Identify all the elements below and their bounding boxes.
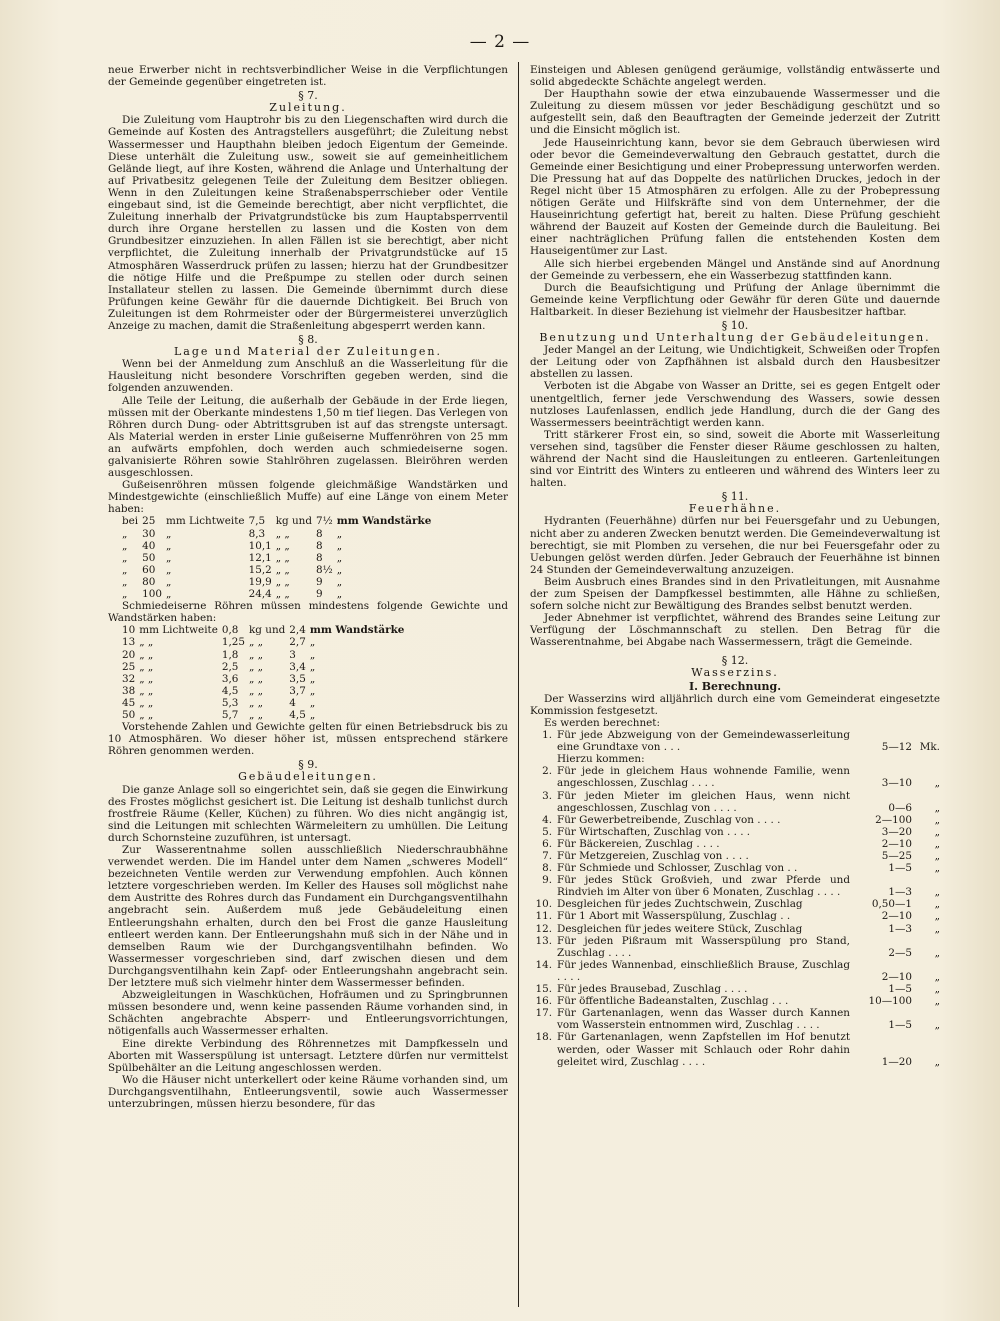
fee-row <box>530 898 940 910</box>
fee-number: 9. <box>542 874 552 887</box>
fee-description: Für jedes Wannenbad, einschließlich Brause, Zuschlag . . . . <box>557 958 850 983</box>
table-cell: 2,4 <box>289 624 306 637</box>
fee-number: 10. <box>535 898 552 911</box>
section-9-paragraph: Die ganze Anlage soll so eingerichtet sein, daß sie gegen die Einwirkung des Frostes möglichst gesichert ist. Die Leitung ist deshalb tunlichst durch frostfreie Räume (Keller, Küchen) zu führen. Wo dies nicht angängig ist, sind die Leitungen mit schlechten Wärmeleitern zu umhüllen. Die Leitung durch Schornsteine zuzuführen, ist untersagt. <box>108 783 508 844</box>
fee-description: Für Gartenanlagen, wenn das Wasser durch Kannen vom Wasserstein entnommen wird, Zuschlag . . . . <box>557 1007 850 1032</box>
table-cell: kg und <box>249 624 286 637</box>
fee-description: Für jede Abzweigung von der Gemeindewasserleitung eine Grundtaxe von . . . <box>557 729 850 754</box>
table-cell: „ „ <box>249 636 264 649</box>
fee-number: 11. <box>535 910 552 923</box>
table-cell: „ <box>309 696 316 709</box>
fee-number: 3. <box>542 789 552 802</box>
table-row <box>122 649 408 661</box>
table-row <box>122 564 435 576</box>
table-cell: „ <box>122 551 128 564</box>
table-cell: „ „ <box>249 648 264 661</box>
fee-row <box>530 1007 940 1031</box>
fee-description: Für 1 Abort mit Wasserspülung, Zuschlag . . <box>557 910 791 923</box>
table-cell: 80 <box>142 575 156 588</box>
left-column <box>108 64 508 1110</box>
table-cell: 60 <box>142 563 156 576</box>
fee-number: 16. <box>535 995 552 1008</box>
table-cell: 15,2 <box>248 563 272 576</box>
table-cell: 10,1 <box>248 539 272 552</box>
table-cell: 3,5 <box>289 672 306 685</box>
table-cell: „ <box>165 551 172 564</box>
fee-description: Für Gewerbetreibende, Zuschlag von . . . . <box>557 813 781 826</box>
fee-row <box>530 995 940 1007</box>
fee-range: 2—10 <box>881 970 912 983</box>
section-9-title: Gebäudeleitungen. <box>238 770 378 784</box>
fee-unit: „ <box>934 825 940 838</box>
fee-number: 2. <box>542 765 552 778</box>
fee-subheading: Hierzu kommen: <box>557 753 645 766</box>
fee-list <box>530 765 940 1067</box>
fee-unit: Mk. <box>919 741 940 754</box>
table-cell: 25 <box>122 660 136 673</box>
fee-description: Für jedes Stück Großvieh, und zwar Pferde und Rindvieh im Alter von über 6 Monaten, Zuschlag . . . . <box>557 874 850 899</box>
fee-unit: „ <box>934 970 940 983</box>
fee-unit: „ <box>934 995 940 1008</box>
table-cell: 1,8 <box>221 648 239 661</box>
section-9-number: § 9. <box>298 758 318 772</box>
table-row <box>122 685 408 697</box>
table-cell: 25 <box>142 515 156 528</box>
fee-number: 15. <box>535 983 552 996</box>
table-cell: 8 <box>316 551 323 564</box>
table-cell: „ <box>336 527 343 540</box>
table-cell: „ <box>165 588 172 601</box>
table-cell: 50 <box>142 551 156 564</box>
table-cell: 0,8 <box>221 624 239 637</box>
table-cell: 5,3 <box>221 696 239 709</box>
table-cell: „ <box>336 575 343 588</box>
fee-range: 0,50—1 <box>871 898 912 911</box>
table-cell: „ <box>122 575 128 588</box>
fee-range: 2—5 <box>888 946 912 959</box>
table-cell: „ „ <box>139 708 154 721</box>
table-cell: 38 <box>122 684 136 697</box>
fee-range: 1—5 <box>888 862 912 875</box>
section-9-paragraph: Eine direkte Verbindung des Röhrennetzes mit Dampfkesseln und Aborten mit Wasserspülung ist untersagt. Letztere dürfen nur vermittelst Spülbehälter an die Leitung angeschlossen werden. <box>108 1037 508 1074</box>
table-cell: 1,25 <box>221 636 245 649</box>
table-cell: mm Wandstärke <box>309 624 405 637</box>
table-row <box>122 515 435 527</box>
table-cell: „ <box>309 660 316 673</box>
table-cell: mm Wandstärke <box>336 515 432 528</box>
fee-range: 1—5 <box>888 983 912 996</box>
section-8-paragraph: Wenn bei der Anmeldung zum Anschluß an die Wasserleitung für die Hausleitung nicht besondere Vorschriften gegeben werden, sind die folgenden anzuwenden. <box>108 358 508 395</box>
fee-unit: „ <box>934 983 940 996</box>
fee-description: Für jedes Brausebad, Zuschlag . . . . <box>557 983 748 996</box>
table-cell: 4 <box>289 696 296 709</box>
table-cell: 50 <box>122 708 136 721</box>
table-cell: 7½ <box>316 515 333 528</box>
fee-unit: „ <box>934 777 940 790</box>
fee-unit: „ <box>934 801 940 814</box>
fee-number: 1. <box>542 729 552 742</box>
section-10-paragraph: Jeder Mangel an der Leitung, wie Undichtigkeit, Schweißen oder Tropfen der Leitung oder von Zapfhähnen ist alsbald durch den Hausbesitzer abstellen zu lassen. <box>530 344 940 381</box>
table-cell: „ <box>309 708 316 721</box>
fee-range: 2—100 <box>875 813 912 826</box>
table-cell: 8½ <box>316 563 333 576</box>
fee-range: 5—12 <box>881 741 912 754</box>
fee-unit: „ <box>934 813 940 826</box>
fee-number: 7. <box>542 850 552 862</box>
table-cell: 5,7 <box>221 708 239 721</box>
fee-range: 1—3 <box>888 886 912 899</box>
table-cell: 12,1 <box>248 551 272 564</box>
table-cell: 13 <box>122 636 136 649</box>
table-cell: 3 <box>289 648 296 661</box>
section-8-paragraph: Schmiedeiserne Röhren müssen mindestens folgende Gewichte und Wandstärken haben: <box>108 600 508 625</box>
fee-number: 8. <box>542 862 552 875</box>
fee-row <box>530 814 940 826</box>
section-10-paragraph: Tritt stärkerer Frost ein, so sind, soweit die Aborte mit Wasserleitung versehen sind, tagsüber die Fenster dieser Räume geschlossen zu halten, während der Nacht sind die Hausleitungen zu entleeren. Gartenleitungen sind vor Eintritt des Winters zu entleeren und während des Winters leer zu halten. <box>530 428 940 490</box>
section-9-paragraph: Abzweigleitungen in Waschküchen, Hofräumen und zu Springbrunnen müssen besondere und, wenn keine passenden Räume vorhanden sind, in Schächten angebrachte Absperr- und Entleerungsvorrichtungen, nötigenfalls auch Wassermesser erhalten. <box>108 989 508 1038</box>
table-cell: „ <box>165 575 172 588</box>
table-cell: 7,5 <box>248 515 266 528</box>
table-cell: „ „ <box>139 660 154 673</box>
fee-range: 1—20 <box>881 1055 912 1068</box>
table-cell: 4,5 <box>221 684 239 697</box>
fee-number: 18. <box>535 1031 552 1044</box>
fee-row <box>530 729 940 753</box>
table-row <box>122 624 408 636</box>
fee-description: Desgleichen für jedes Zuchtschwein, Zuschlag <box>557 898 803 911</box>
table-cell: 3,7 <box>289 684 306 697</box>
fee-unit: „ <box>934 862 940 875</box>
table-cell: „ „ <box>275 563 290 576</box>
section-9-paragraph: Wo die Häuser nicht unterkellert oder keine Räume vorhanden sind, um Durchgangsventilhahn, Entleerungsventil, sowie auch Wassermesser unterzubringen, müssen hierzu besondere, für das <box>108 1073 508 1110</box>
table-cell: mm Lichtweite <box>139 624 218 637</box>
table-cell: mm Lichtweite <box>165 515 245 528</box>
fee-number: 6. <box>542 837 552 850</box>
table-cell: „ <box>122 563 128 576</box>
section-8-paragraph: Alle Teile der Leitung, die außerhalb der Gebäude in der Erde liegen, müssen mit der Oberkante mindestens 1,50 m tief liegen. Das Verlegen von Röhren durch Dung- oder Abtrittsgruben ist auf das strengste untersagt. Als Material werden in erster Linie gußeiserne Muffenröhren von 25 mm an aufwärts empfohlen, doch werden auch schmiedeiserne sogen. galvanisierte Röhren sowie Stahlröhren zugelassen. Bleiröhren werden ausgeschlossen. <box>108 394 508 480</box>
fee-description: Desgleichen für jedes weitere Stück, Zuschlag <box>557 922 803 935</box>
fee-number: 13. <box>535 934 552 947</box>
table-cell: 9 <box>316 575 323 588</box>
table-cell: „ <box>336 588 343 601</box>
table-row <box>122 673 408 685</box>
fee-row <box>530 959 940 983</box>
fee-range: 10—100 <box>868 995 912 1008</box>
table-cell: „ <box>309 684 316 697</box>
table-cell: „ <box>336 539 343 552</box>
section-8-title: Lage und Material der Zuleitungen. <box>173 345 443 359</box>
fee-row <box>530 935 940 959</box>
fee-number: 5. <box>542 825 552 838</box>
fee-description: Für Wirtschaften, Zuschlag von . . . . <box>557 825 751 838</box>
fee-row <box>530 983 940 995</box>
table-cell: 8 <box>316 527 323 540</box>
fee-range: 0—6 <box>888 801 912 814</box>
table-cell: „ <box>336 551 343 564</box>
table-row <box>122 528 435 540</box>
table-cell: „ <box>309 672 316 685</box>
fee-range: 3—20 <box>881 825 912 838</box>
section-7-title: Zuleitung. <box>269 101 347 115</box>
fee-row <box>530 838 940 850</box>
table-cell: 20 <box>122 648 136 661</box>
section-7-text: Die Zuleitung vom Hauptrohr bis zu den Liegenschaften wird durch die Gemeinde auf Kosten des Antragstellers ausgeführt; die Zuleitung nebst Wassermesser und Haupthahn bleiben jedoch Eigentum der Gemeinde. Diese unterhält die Zuleitung usw., soweit sie auf gemeinheitlichem Gelände liegt, auf ihre Kosten, während die Anlage und Unterhaltung der auf Privatbesitz gelegenen Teile der Zuleitung dem Besitzer obliegen. Wenn in den Zuleitungen keine Straßenabsperrschieber oder Ventile eingebaut sind, ist die Gemeinde berechtigt, aber nicht verpflichtet, die Zuleitung innerhalb der Privatgrundstücke bis zum Hauptabsperrventil durch ihre Organe herstellen zu lassen und die Kosten von dem Grundbesitzer einzuziehen. In allen Fällen ist sie berechtigt, aber nicht verpflichtet, die Zuleitung innerhalb der Privatgrundstücke auf 15 Atmosphären Wasserdruck prüfen zu lassen; hierzu hat der Grundbesitzer die nötige Hilfe und die Preßpumpe zu stellen oder durch seinen Installateur stellen zu lassen. Die Gemeinde übernimmt durch diese Prüfungen keine Gewähr für die dauernde Dichtigkeit. Bei Bruch von Zuleitungen ist dem Rohrmeister oder der Bürgermeisterei unverzüglich Anzeige zu machen, damit die Straßenleitung abgesperrt werden kann. <box>108 114 508 332</box>
table-cell: „ „ <box>249 708 264 721</box>
table-cell: „ <box>165 539 172 552</box>
table-cell: „ „ <box>275 551 290 564</box>
page-number: — 2 — <box>469 32 531 52</box>
table-row <box>122 552 435 564</box>
fee-schedule <box>530 729 940 765</box>
fee-row <box>530 862 940 874</box>
fee-row <box>530 874 940 898</box>
column-divider <box>518 62 519 1307</box>
fee-range: 2—10 <box>881 910 912 923</box>
table-row <box>122 636 408 648</box>
fee-row <box>530 850 940 862</box>
table-cell: „ „ <box>275 588 290 601</box>
table-cell: 3,6 <box>221 672 239 685</box>
table-cell: „ „ <box>275 575 290 588</box>
table-row <box>122 661 408 673</box>
table-cell: „ „ <box>139 696 154 709</box>
fee-row <box>530 910 940 922</box>
table-cell: „ „ <box>139 648 154 661</box>
table-cell: „ „ <box>139 672 154 685</box>
table-cell: 100 <box>142 588 162 601</box>
fee-description: Für jede in gleichem Haus wohnende Familie, wenn angeschlossen, Zuschlag . . . . <box>557 765 850 790</box>
section-12-subtitle: I. Berechnung. <box>688 679 782 693</box>
table-cell: „ <box>122 588 128 601</box>
section-12-title: Wasserzins. <box>691 665 779 679</box>
table-cell: bei <box>122 515 139 528</box>
section-11-number: § 11. <box>721 490 749 504</box>
table-cell: „ <box>165 563 172 576</box>
table-cell: 10 <box>122 624 136 637</box>
table-cell: 45 <box>122 696 136 709</box>
fee-unit: „ <box>934 1019 940 1032</box>
table-cell: „ „ <box>249 660 264 673</box>
fee-description: Für Gartenanlagen, wenn Zapfstellen im Hof benutzt werden, oder Wasser mit Schlauch oder Rohr dahin geleitet wird, Zuschlag . . . . <box>557 1031 850 1068</box>
table-cell: „ „ <box>249 684 264 697</box>
fee-unit: „ <box>934 898 940 911</box>
section-11-paragraph: Jeder Abnehmer ist verpflichtet, während des Brandes seine Leitung zur Verfügung der Löschmannschaft zu stellen. Den Betrag für die Wasserentnahme, bei Abgabe nach Wassermessern, trägt die Gemeinde. <box>530 612 940 649</box>
fee-description: Für Metzgereien, Zuschlag von . . . . <box>557 850 749 862</box>
paragraph: Alle sich hierbei ergebenden Mängel und Anstände sind auf Anordnung der Gemeinde zu verbessern, ehe ein Wasserbezug stattfinden kann. <box>530 257 940 282</box>
fee-description: Für Schmiede und Schlosser, Zuschlag von . . <box>557 862 798 875</box>
table-cell: „ <box>309 636 316 649</box>
table-cell: „ <box>336 563 343 576</box>
fee-number: 12. <box>535 922 552 935</box>
table-row <box>122 697 408 709</box>
table-cell: 8,3 <box>248 527 266 540</box>
table-cell: „ <box>165 527 172 540</box>
fee-description: Für Bäckereien, Zuschlag . . . . <box>557 837 720 850</box>
section-11-paragraph: Beim Ausbruch eines Brandes sind in den Privatleitungen, mit Ausnahme der zum Speisen der Dampfkessel bestimmten, alle Hähne zu schließen, sofern solche nicht zur Bewältigung des Brandes selbst benutzt werden. <box>530 575 940 613</box>
table-cell: „ „ <box>249 672 264 685</box>
fee-row <box>530 1031 940 1067</box>
fee-number: 17. <box>535 1007 552 1020</box>
table-row <box>122 588 435 600</box>
fee-description: Für öffentliche Badeanstalten, Zuschlag . . . <box>557 995 789 1008</box>
section-8-paragraph: Gußeisenröhren müssen folgende gleichmäßige Wandstärken und Mindestgewichte (einschließlich Muffe) auf eine Länge von einem Meter haben: <box>108 479 508 516</box>
table-cell: „ <box>309 648 316 661</box>
fee-range: 5—25 <box>881 850 912 862</box>
fee-unit: „ <box>934 922 940 935</box>
fee-unit: „ <box>934 910 940 923</box>
table-cell: „ „ <box>275 539 290 552</box>
table-row <box>122 709 408 721</box>
paragraph: Der Haupthahn sowie der etwa einzubauende Wassermesser und die Zuleitung zu diesem müssen vor jeder Beschädigung geschützt und so aufgestellt sein, daß den Beauftragten der Gemeinde jederzeit der Zutritt und die Einsicht möglich ist. <box>530 88 940 137</box>
table-cell: 19,9 <box>248 575 272 588</box>
paragraph: Jede Hauseinrichtung kann, bevor sie dem Gebrauch überwiesen wird oder bevor die Gemeindeverwaltung den Gebrauch gestattet, durch die Gemeinde einer Besichtigung und einer Probepressung unterworfen werden. Die Pressung hat auf das Doppelte des natürlichen Druckes, jedoch in der Regel nicht über 15 Atmosphären zu erfolgen. Alle zu der Probepressung nötigen Geräte und Hilfskräfte sind von dem Unternehmer, der die Hauseinrichtung gefertigt hat, bereit zu halten. Diese Prüfung geschieht während der Bauzeit auf Kosten der Gemeinde durch die Bauleitung. Bei einer nachträglichen Prüfung fallen die entstehenden Kosten dem Hauseigentümer zur Last. <box>530 136 940 258</box>
paragraph: Durch die Beaufsichtigung und Prüfung der Anlage übernimmt die Gemeinde keine Verpflichtung oder Gewähr für deren Güte und dauernde Haltbarkeit. In dieser Beziehung ist vielmehr der Hausbesitzer haftbar. <box>530 281 940 318</box>
section-11-paragraph: Hydranten (Feuerhähne) dürfen nur bei Feuersgefahr und zu Uebungen, nicht aber zu anderen Zwecken benutzt werden. Die Gemeindeverwaltung ist berechtigt, sie mit Plomben zu versehen, die nur bei Feuersgefahr oder zu Uebungen gelöst werden dürfen. Jeder Gebrauch der Feuerhähne ist binnen 24 Stunden der Gemeindeverwaltung anzuzeigen. <box>530 515 940 576</box>
fee-range: 1—5 <box>888 1019 912 1032</box>
fee-number: 14. <box>535 958 552 971</box>
section-8-number: § 8. <box>298 333 318 347</box>
section-10-number: § 10. <box>721 318 749 332</box>
section-11-title: Feuerhähne. <box>688 502 782 516</box>
table-cell: 24,4 <box>248 588 272 601</box>
fee-unit: „ <box>934 886 940 899</box>
table-row <box>122 540 435 552</box>
section-8-paragraph: Vorstehende Zahlen und Gewichte gelten für einen Betriebsdruck bis zu 10 Atmosphären. Wo dieser höher ist, müssen entsprechend stärkere Röhren genommen werden. <box>108 721 508 758</box>
table-cell: „ <box>122 527 128 540</box>
section-7-number: § 7. <box>298 89 318 103</box>
section-12-number: § 12. <box>721 653 749 667</box>
right-column <box>530 64 940 1068</box>
table-cell: 40 <box>142 539 156 552</box>
table-cell: 2,5 <box>221 660 239 673</box>
cast-iron-pipe-table <box>122 515 435 600</box>
fee-unit: „ <box>934 850 940 862</box>
section-9-paragraph: Zur Wasserentnahme sollen ausschließlich Niederschraubhähne verwendet werden. Die im Handel unter dem Namen „schweres Modell“ bezeichneten Ventile werden zur Verwendung empfohlen. Auch können letztere vorgeschrieben werden. Im Keller des Hauses soll möglichst nahe dem Austritte des Rohres durch das Fundament ein Durchgangsventilhahn angebracht sein. Außerdem muß jede Gebäudeleitung einen Entleerungshahn erhalten, durch den bei Frost die ganze Hausleitung entleert werden kann. Der Entleerungshahn muß sich in der Nähe und in demselben Raum wie der Durchgangsventilhahn befinden. Wo Wassermesser vorgeschrieben sind, darf zwischen diesen und dem Durchgangsventilhahn kein Zapf- oder Entleerungshahn angebracht sein. Der letztere muß sich vielmehr hinter dem Wassermesser befinden. <box>108 844 508 990</box>
fee-range: 3—10 <box>881 777 912 790</box>
fee-range: 2—10 <box>881 837 912 850</box>
table-cell: 32 <box>122 672 136 685</box>
fee-number: 4. <box>542 813 552 826</box>
table-cell: „ „ <box>275 527 290 540</box>
section-10-paragraph: Verboten ist die Abgabe von Wasser an Dritte, sei es gegen Entgelt oder unentgeltlich, ferner jede Verschwendung des Wassers, sowie dessen nutzloses Laufenlassen, endlich jede Handlung, durch die der Gang des Wassermessers beeinträchtigt werden kann. <box>530 380 940 429</box>
table-cell: 9 <box>316 588 323 601</box>
section-10-title: Benutzung und Unterhaltung der Gebäudeleitungen. <box>539 331 931 345</box>
continuation-paragraph: Einsteigen und Ablesen genügend geräumige, vollständig entwässerte und solid abgedeckte Schächte angelegt werden. <box>530 64 940 89</box>
fee-row <box>530 765 940 789</box>
fee-row <box>530 790 940 814</box>
fee-row <box>530 753 940 765</box>
table-cell: kg und <box>275 515 313 528</box>
fee-unit: „ <box>934 1055 940 1068</box>
fee-range: 1—3 <box>888 922 912 935</box>
fee-description: Für jeden Mieter im gleichen Haus, wenn nicht angeschlossen, Zuschlag von . . . . <box>557 789 850 814</box>
table-cell: 4,5 <box>289 708 306 721</box>
intro-paragraph: neue Erwerber nicht in rechtsverbindlicher Weise in die Verpflichtungen der Gemeinde gegenüber eingetreten ist. <box>108 64 508 89</box>
table-cell: 3,4 <box>289 660 306 673</box>
fee-row <box>530 923 940 935</box>
fee-row <box>530 826 940 838</box>
table-cell: „ „ <box>139 636 154 649</box>
fee-description: Für jeden Pißraum mit Wasserspülung pro Stand, Zuschlag . . . . <box>557 934 850 959</box>
table-cell: „ „ <box>139 684 154 697</box>
table-cell: 2,7 <box>289 636 306 649</box>
section-12-paragraph: Der Wasserzins wird alljährlich durch eine vom Gemeinderat eingesetzte Kommission festgesetzt. <box>530 692 940 717</box>
fee-unit: „ <box>934 837 940 850</box>
table-cell: „ <box>122 539 128 552</box>
table-cell: „ „ <box>249 696 264 709</box>
section-12-paragraph: Es werden berechnet: <box>544 716 660 729</box>
fee-unit: „ <box>934 946 940 959</box>
wrought-iron-pipe-table <box>122 624 408 721</box>
table-row <box>122 576 435 588</box>
table-cell: 8 <box>316 539 323 552</box>
table-cell: 30 <box>142 527 156 540</box>
